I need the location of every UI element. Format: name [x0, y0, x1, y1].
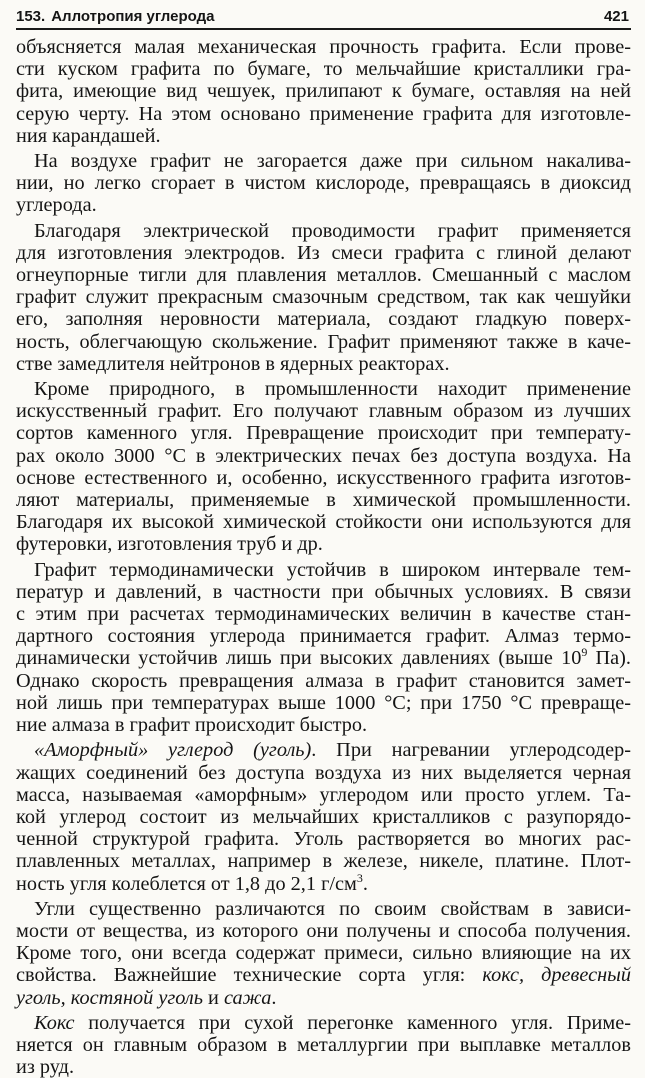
text-line: для изготовления электродов. Из смеси графита с глиной делают [16, 241, 631, 264]
text-line: няется он главным образом в металлургии при выплавке металлов [16, 1033, 631, 1056]
text-line: Благодаря их высокой химической стойкости они используются для [16, 511, 631, 534]
running-header [16, 8, 631, 28]
text-line: Угли существенно различаются по своим свойствам в зависи- [34, 897, 631, 920]
text-line: Однако скорость превращения алмаза в графит становится замет- [16, 669, 631, 692]
section-number: 153. [16, 8, 46, 25]
paragraph-artificial-graphite [16, 378, 631, 556]
text-line: углерода. [16, 194, 97, 217]
italic-term: «Аморфный» углерод (уголь) [34, 739, 312, 762]
text-line: жащих соединений без доступа воздуха из них выделяется черная [16, 761, 631, 784]
text-line [16, 1012, 631, 1034]
text-line [16, 647, 631, 669]
text-line: огнеупорные тигли для плавления металлов. Смешанный с маслом [16, 264, 631, 287]
text-line: ченной структурой графита. Уголь растворяется во многих рас- [16, 828, 631, 851]
text-line: Кроме природного, в промышленности находит применение [34, 378, 631, 401]
italic-term: кокс, древесный [482, 964, 632, 987]
exponent: 9 [581, 645, 588, 660]
paragraph-graphite-strength [16, 36, 631, 147]
text-line [16, 964, 631, 986]
text-fragment: свойства. Важнейшие технические сорта угля: [16, 964, 483, 987]
text-line: дартного состояния углерода принимается графит. Алмаз термо- [16, 625, 631, 648]
text-fragment: . [271, 986, 277, 1009]
text-line: Кроме того, они всегда содержат примеси, сильно влияющие на их [16, 942, 631, 965]
text-line: плавленных металлах, например в железе, никеле, платине. Плот- [16, 850, 631, 873]
italic-term: сажа [223, 986, 272, 1009]
text-fragment: . При нагревании углеродсодер- [311, 739, 631, 762]
text-line: сти куском графита по бумаге, то мельчайшие кристаллики гра- [16, 58, 631, 81]
text-line: фита, имеющие вид чешуек, прилипают к бумаге, оставляя на ней [16, 80, 631, 103]
exponent: 3 [356, 870, 363, 885]
text-fragment: получается при сухой перегонке каменного угля. Приме- [74, 1011, 631, 1034]
text-line: масса, называемая «аморфным» углеродом или просто углем. Та- [16, 783, 631, 806]
paragraph-coke [16, 1012, 631, 1078]
text-line: ние алмаза в графит происходит быстро. [16, 714, 368, 737]
text-fragment: ность угля колеблется от 1,8 до 2,1 г/см [16, 872, 357, 895]
paragraph-coal-types [16, 898, 631, 1009]
paragraph-amorphous-carbon [16, 739, 631, 894]
text-line: Графит термодинамически устойчив в широком интервале тем- [34, 558, 631, 581]
paragraph-thermodynamic-stability [16, 559, 631, 737]
italic-term: Кокс [34, 1011, 75, 1034]
paragraph-graphite-burning [16, 150, 631, 217]
text-line [16, 987, 631, 1009]
italic-term: уголь, костяной уголь [16, 986, 203, 1009]
text-line: сортов каменного угля. Превращение происходит при температу- [16, 422, 631, 445]
page-number: 421 [603, 8, 629, 25]
text-line: На воздухе графит не загорается даже при сильном накалива- [34, 150, 631, 173]
text-line: серую черту. На этом основано применение графита для изготовле- [16, 102, 631, 125]
text-line: ператур и давлений, в частности при обычных условиях. В связи [16, 580, 631, 603]
text-line: из руд. [16, 1056, 75, 1078]
text-line: объясняется малая механическая прочность графита. Если прове- [16, 36, 631, 58]
text-line: нии, но легко сгорает в чистом кислороде, превращаясь в диоксид [16, 172, 631, 195]
text-line: с этим при расчетах термодинамических величин в качестве стан- [16, 603, 631, 626]
text-line: основе естественного и, особенно, искусственного графита изготов- [16, 466, 631, 489]
text-line: ния карандашей. [16, 124, 161, 147]
text-line: его, заполняя неровности материала, создают гладкую поверх- [16, 308, 631, 331]
text-line [16, 739, 631, 761]
text-line: футеровки, изготовления труб и др. [16, 533, 323, 556]
text-line: ной лишь при температурах выше 1000 °С; при 1750 °С превраще- [16, 691, 631, 714]
text-line: мости от вещества, из которого они получены и способа получения. [16, 919, 631, 942]
text-line [16, 870, 631, 895]
text-line: рах около 3000 °С в электрических печах без доступа воздуха. На [16, 444, 631, 467]
text-fragment: Па). [587, 647, 632, 670]
paragraph-graphite-uses [16, 220, 631, 375]
text-line: стве замедлителя нейтронов в ядерных реакторах. [16, 352, 450, 375]
text-line: искусственный графит. Его получают главным образом из лучших [16, 400, 631, 423]
text-fragment: динамически устойчив лишь при высоких давлениях (выше 10 [16, 647, 582, 670]
text-line: Благодаря электрической проводимости графит применяется [34, 219, 631, 242]
text-fragment: . [362, 872, 368, 895]
text-line: кой углерод состоит из мельчайших кристалликов с разупорядо- [16, 805, 631, 828]
text-fragment: и [202, 986, 224, 1009]
section-title: Аллотропия углерода [51, 8, 215, 25]
section-heading [16, 8, 214, 25]
text-line: ляют материалы, применяемые в химической промышленности. [16, 489, 631, 512]
header-rule [16, 28, 631, 30]
text-line: графит служит прекрасным смазочным средством, так как чешуйки [16, 286, 631, 309]
text-line: ность, облегчающую скольжение. Графит применяют также в каче- [16, 330, 631, 353]
